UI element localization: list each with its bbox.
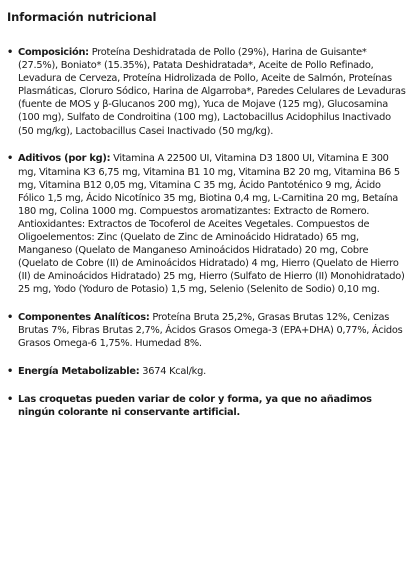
list-item-componentes-analiticos <box>7 311 409 350</box>
list-item-aditivos <box>7 152 409 296</box>
bullet-icon: • <box>7 153 14 165</box>
item-label: Aditivos (por kg): <box>18 153 111 165</box>
list-item-composicion <box>7 46 409 138</box>
bullet-icon: • <box>7 47 14 58</box>
item-label: Energía Metabolizable: <box>18 366 140 378</box>
item-label: Composición: <box>18 47 89 58</box>
item-text: Proteína Deshidratada de Pollo (29%), Harina de Guisante* (27.5%), Boniato* (15.35%), Patata Deshidratada*, Aceite de Pollo Refinado, Levadura de Cerveza, Proteína Hidrolizada de Pollo, Aceite de Salmón, Proteínas Plasmáticas, Cloruro Sódico, Harina de Algarroba*, Paredes Celulares de Levaduras (fuente de MOS y β-Glucanos 200 mg), Yuca de Mojave (125 mg), Glucosamina (100 mg), Sulfato de Condroitina (100 mg), Lactobacillus Acidophilus Inactivado (50 mg/kg), Lactobacillus Casei Inactivado (50 mg/kg). <box>18 47 406 137</box>
item-text: Proteína Bruta 25,2%, Grasas Brutas 12%, Cenizas Brutas 7%, Fibras Brutas 2,7%, Ácidos Grasos Omega-3 (EPA+DHA) 0,77%, Ácidos Grasos Omega-6 1,75%. Humedad 8%. <box>18 312 403 350</box>
bullet-icon: • <box>7 366 14 378</box>
item-text: Vitamina A 22500 UI, Vitamina D3 1800 UI, Vitamina E 300 mg, Vitamina K3 6,75 mg, Vitamina B1 10 mg, Vitamina B2 20 mg, Vitamina B6 5 mg, Vitamina B12 0,05 mg, Vitamina C 35 mg, Ácido Pantoténico 9 mg, Ácido Fólico 1,5 mg, Ácido Nicotínico 35 mg, Biotina 0,4 mg, L-Carnitina 20 mg, Betaína 180 mg, Colina 1000 mg. Compuestos aromatizantes: Extracto de Romero. Antioxidantes: Extractos de Tocoferol de Aceites Vegetales. Compuestos de Oligoelementos: Zinc (Quelato de Zinc de Aminoácido Hidratado) 65 mg, Manganeso (Quelato de Manganeso Aminoácidos Hidratado) 20 mg, Cobre (Quelato de Cobre (II) de Aminoácidos Hidratado) 4 mg, Hierro (Quelato de Hierro (II) de Aminoácidos Hidratado) 25 mg, Hierro (Sulfato de Hierro (II) Monohidratado) 25 mg, Yodo (Yoduro de Potasio) 1,5 mg, Selenio (Selenito de Sodio) 0,10 mg. <box>18 153 405 296</box>
color-shape-note: Las croquetas pueden variar de color y forma, ya que no añadimos ningún colorante ni conservante artificial. <box>18 394 372 419</box>
nutrition-list <box>7 46 409 419</box>
item-label: Componentes Analíticos: <box>18 312 150 324</box>
item-text: 3674 Kcal/kg. <box>139 366 206 378</box>
bullet-icon: • <box>7 394 14 406</box>
list-item-energia-metabolizable <box>7 365 409 378</box>
list-item-note <box>7 393 409 419</box>
bullet-icon: • <box>7 312 14 324</box>
section-title: Información nutricional <box>7 10 157 24</box>
